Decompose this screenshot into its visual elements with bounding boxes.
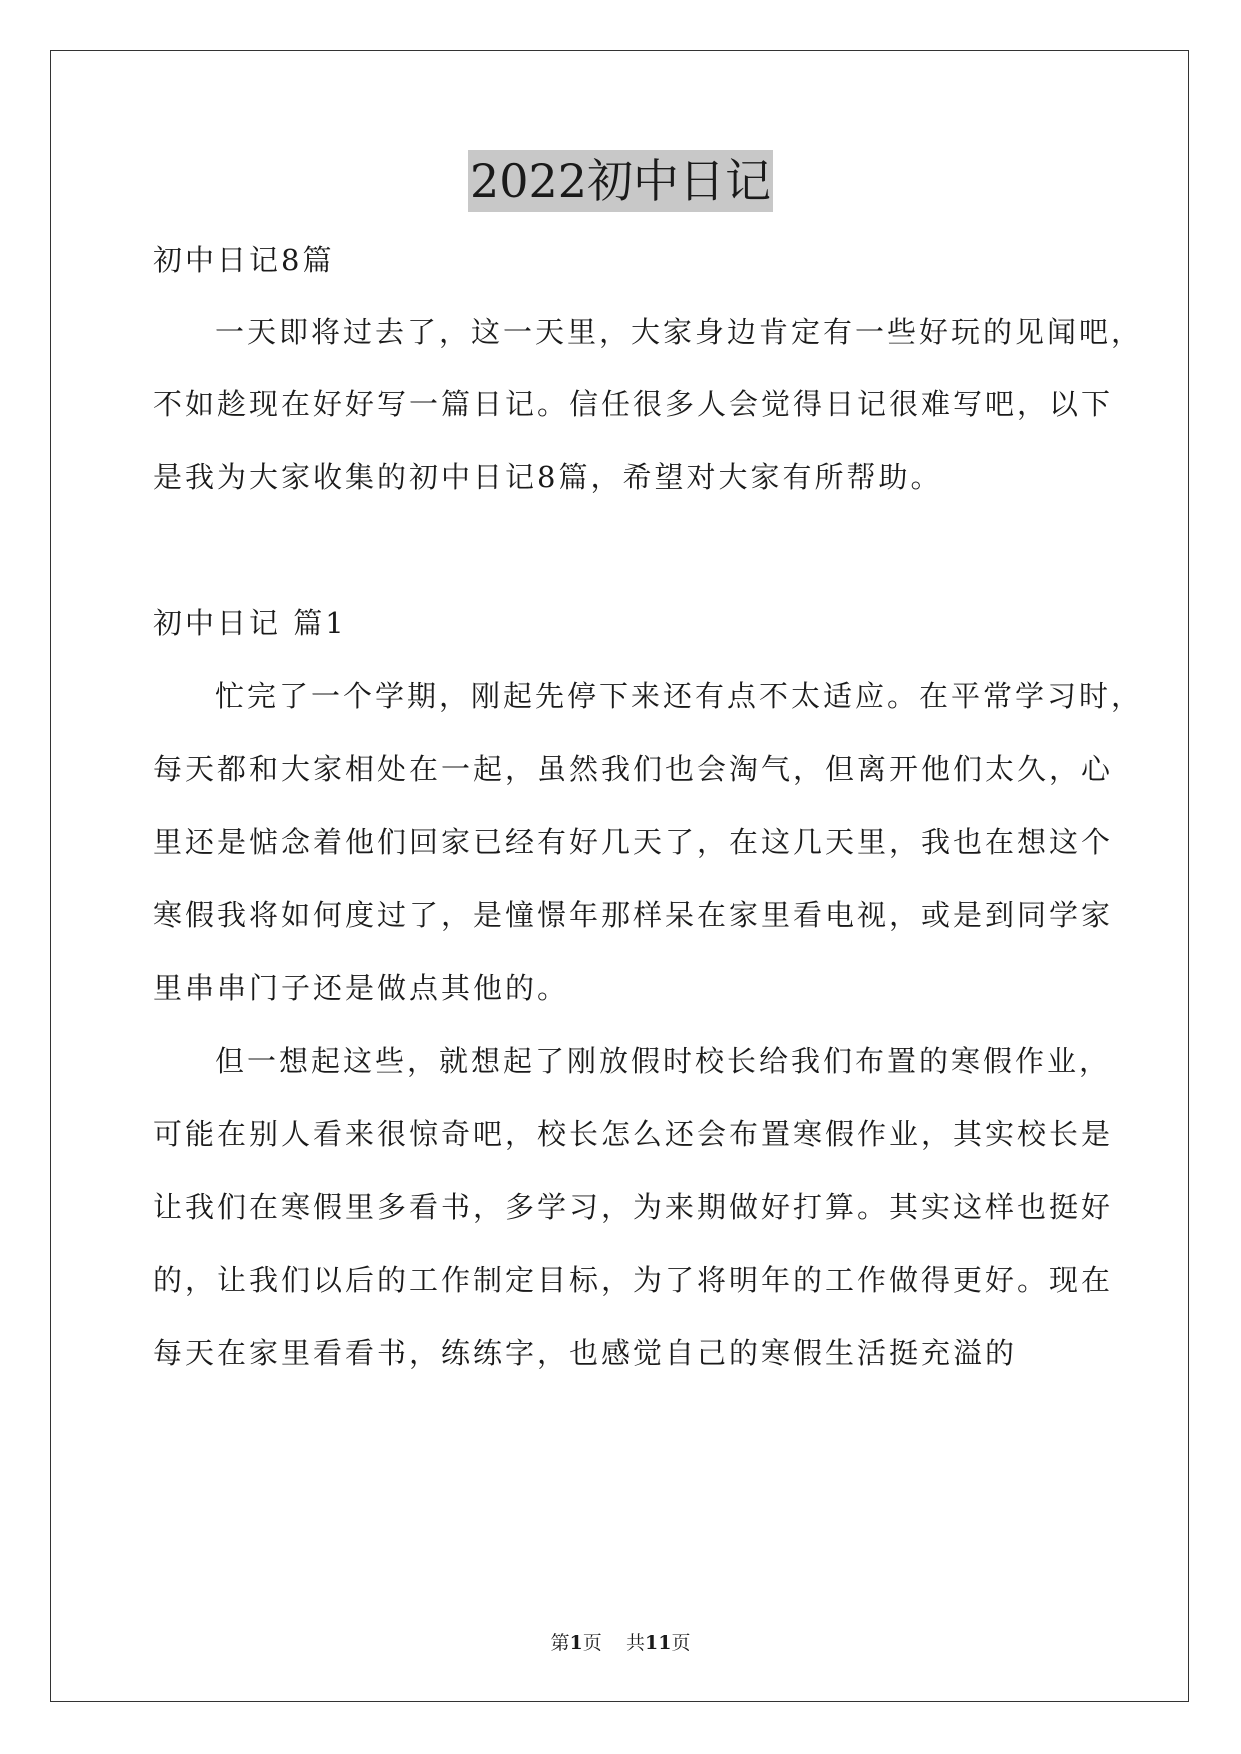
current-page-number: 1 <box>569 1632 583 1654</box>
para2-line: 但一想起这些，就想起了刚放假时校长给我们布置的寒假作业， <box>215 1044 1112 1078</box>
document-title: 2022初中日记 <box>468 150 773 212</box>
total-page-count: 11 <box>644 1632 672 1654</box>
footer-total-suffix: 页 <box>671 1632 691 1654</box>
para1-line: 里串串门子还是做点其他的。 <box>153 971 570 1005</box>
page-border <box>50 50 1189 1702</box>
footer-total-prefix: 共 <box>625 1632 645 1654</box>
intro-line: 一天即将过去了，这一天里，大家身边肯定有一些好玩的见闻吧， <box>215 315 1144 349</box>
document-subtitle: 初中日记8篇 <box>153 243 335 277</box>
para1-line: 寒假我将如何度过了，是憧憬年那样呆在家里看电视，或是到同学家 <box>153 898 1114 932</box>
intro-line: 不如趁现在好好写一篇日记。信任很多人会觉得日记很难写吧，以下 <box>153 387 1114 421</box>
footer-page-suffix: 页 <box>582 1632 602 1654</box>
para2-line: 让我们在寒假里多看书，多学习，为来期做好打算。其实这样也挺好 <box>153 1190 1114 1224</box>
para1-line: 里还是惦念着他们回家已经有好几天了，在这几天里，我也在想这个 <box>153 825 1114 859</box>
title-block <box>0 150 1241 212</box>
para1-line: 忙完了一个学期，刚起先停下来还有点不太适应。在平常学习时， <box>215 679 1144 713</box>
intro-line: 是我为大家收集的初中日记8篇，希望对大家有所帮助。 <box>153 460 943 494</box>
page-footer <box>0 1630 1241 1656</box>
para2-line: 的，让我们以后的工作制定目标，为了将明年的工作做得更好。现在 <box>153 1263 1114 1297</box>
section-heading: 初中日记 篇1 <box>153 606 347 640</box>
para2-line: 可能在别人看来很惊奇吧，校长怎么还会布置寒假作业，其实校长是 <box>153 1117 1114 1151</box>
para1-line: 每天都和大家相处在一起，虽然我们也会淘气，但离开他们太久，心 <box>153 752 1114 786</box>
footer-prefix: 第 <box>550 1632 570 1654</box>
para2-line: 每天在家里看看书，练练字，也感觉自己的寒假生活挺充溢的 <box>153 1336 1018 1370</box>
